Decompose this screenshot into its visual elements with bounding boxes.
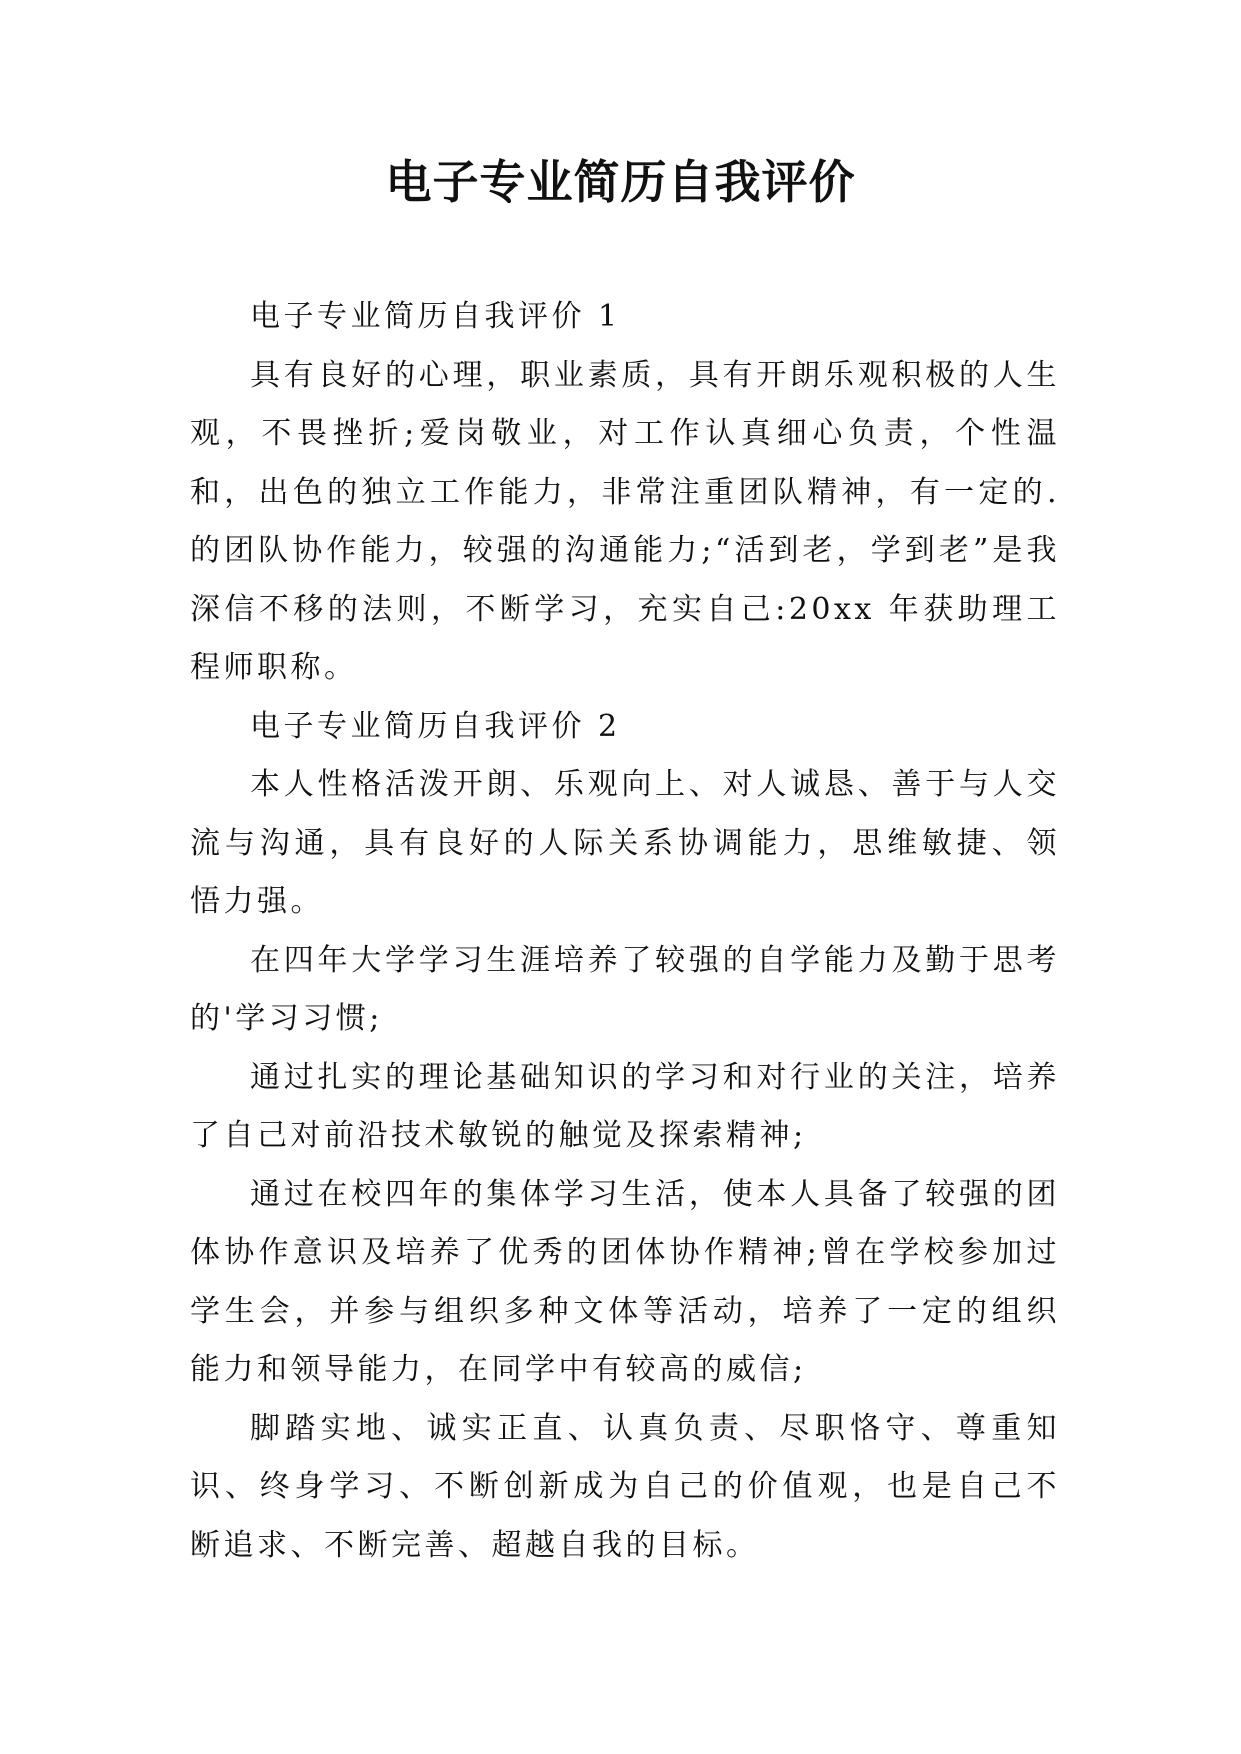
paragraph: 脚踏实地、诚实正直、认真负责、尽职恪守、尊重知识、终身学习、不断创新成为自己的价值观，也是自己不断追求、不断完善、超越自我的目标。 <box>190 1410 1060 1563</box>
document-title: 电子专业简历自我评价 <box>385 155 856 209</box>
paragraph: 本人性格活泼开朗、乐观向上、对人诚恳、善于与人交流与沟通，具有良好的人际关系协调能力，思维敏捷、领悟力强。 <box>190 767 1060 919</box>
paragraph: 通过在校四年的集体学习生活，使本人具备了较强的团体协作意识及培养了优秀的团体协作精神;曾在学校参加过学生会，并参与组织多种文体等活动，培养了一定的组织能力和领导能力，在同学中有较高的威信; <box>190 1176 1060 1387</box>
document-body <box>190 288 1060 1575</box>
paragraph: 具有良好的心理，职业素质，具有开朗乐观积极的人生观，不畏挫折;爱岗敬业，对工作认真细心负责，个性温和，出色的独立工作能力，非常注重团队精神，有一定的.的团队协作能力，较强的沟通能力;“活到老，学到老”是我深信不移的法则，不断学习，充实自己:20xx 年获助理工程师职称。 <box>190 357 1060 685</box>
paragraph: 在四年大学学习生涯培养了较强的自学能力及勤于思考的'学习习惯; <box>190 942 1060 1036</box>
section-heading-2: 电子专业简历自我评价 2 <box>250 708 621 744</box>
paragraph: 通过扎实的理论基础知识的学习和对行业的关注，培养了自己对前沿技术敏锐的触觉及探索精神; <box>190 1059 1060 1153</box>
section-heading-1: 电子专业简历自我评价 1 <box>250 299 621 334</box>
